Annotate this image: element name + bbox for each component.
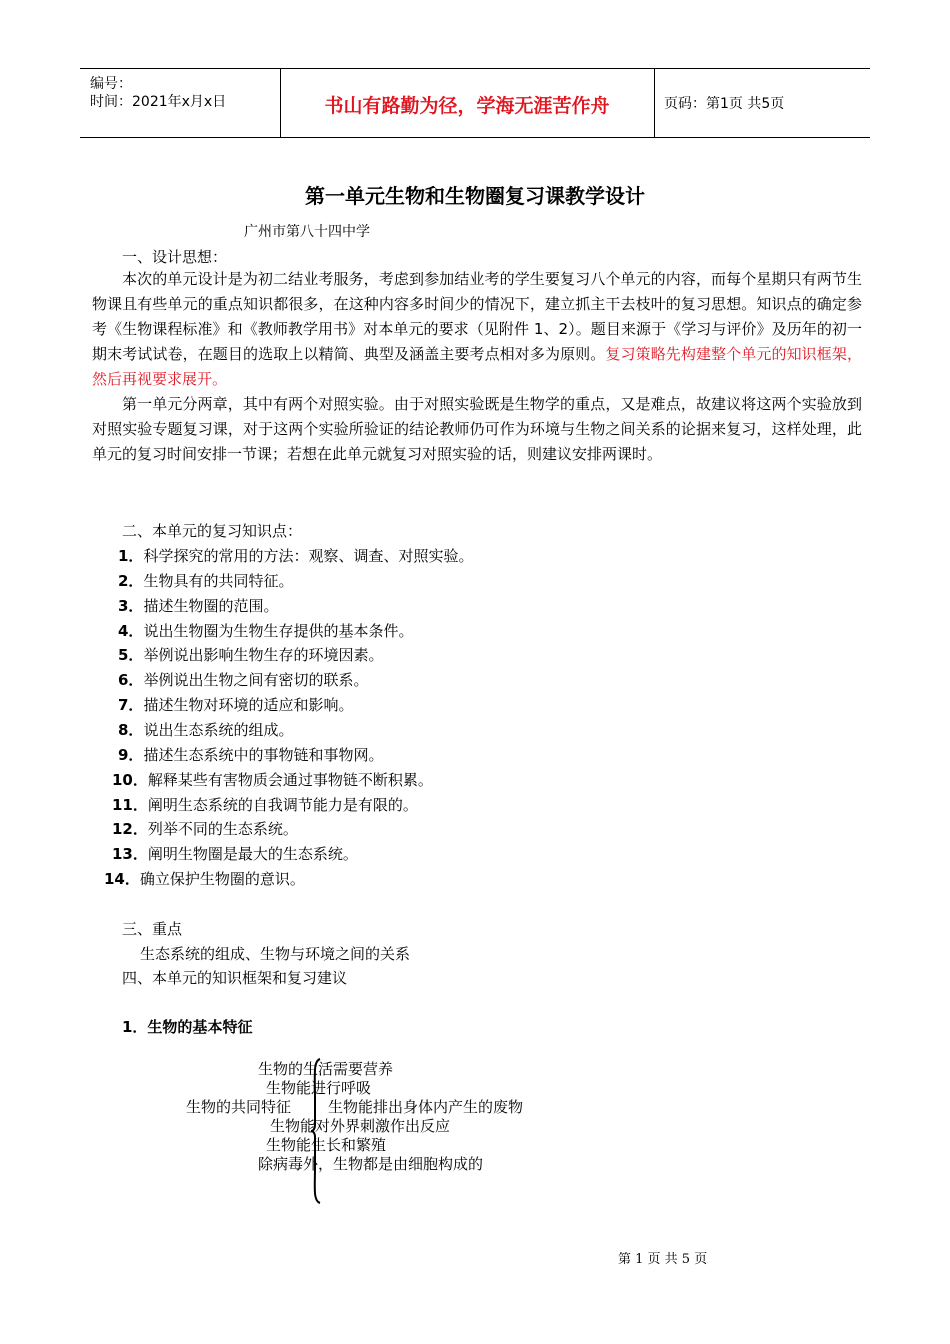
knowledge-point-item	[118, 694, 353, 715]
section-heading-knowledge-points: 二、本单元的复习知识点：	[122, 522, 303, 540]
knowledge-point-item	[118, 744, 383, 765]
knowledge-point-text: 举例说出生物之间有密切的联系。	[143, 671, 369, 690]
knowledge-point-item	[112, 818, 298, 839]
knowledge-point-text: 解释某些有害物质会通过事物链不断积累。	[147, 770, 433, 789]
section-heading-design: 一、设计思想：	[122, 248, 228, 266]
knowledge-point-item	[118, 644, 383, 665]
knowledge-point-number: 8．	[118, 720, 144, 739]
knowledge-point-text: 说出生物圈为生物生存提供的基本条件。	[143, 621, 414, 640]
page-footer: 第 1 页 共 5 页	[618, 1252, 708, 1267]
knowledge-point-text: 描述生物对环境的适应和影响。	[143, 696, 354, 715]
knowledge-point-item	[104, 868, 305, 889]
knowledge-point-text: 生物具有的共同特征。	[143, 571, 294, 590]
key-points-text: 生态系统的组成、生物与环境之间的关系	[140, 945, 411, 963]
knowledge-point-item	[118, 719, 293, 740]
section-heading-framework: 四、本单元的知识框架和复习建议	[122, 969, 348, 987]
knowledge-point-number: 2．	[118, 571, 144, 590]
diagram-branch: 生物能排出身体内产生的废物	[328, 1098, 524, 1116]
knowledge-point-number: 9．	[118, 745, 144, 764]
knowledge-point-text: 举例说出影响生物生存的环境因素。	[143, 646, 384, 665]
knowledge-point-item	[112, 769, 433, 790]
knowledge-point-item	[118, 545, 473, 566]
header-divider	[654, 69, 655, 137]
knowledge-point-text: 描述生态系统中的事物链和事物网。	[143, 745, 384, 764]
page-header	[80, 68, 870, 138]
design-strategy-highlight: 复习策略先构建整个单元的知识框架，然后再视要求展开。	[92, 345, 862, 388]
school-name: 广州市第八十四中学	[244, 224, 370, 240]
knowledge-point-text: 列举不同的生态系统。	[147, 820, 298, 839]
knowledge-point-item	[118, 570, 293, 591]
knowledge-point-text: 阐明生态系统的自我调节能力是有限的。	[147, 795, 418, 814]
knowledge-point-number: 3．	[118, 596, 144, 615]
design-paragraph-1	[92, 267, 862, 392]
section-heading-key-points: 三、重点	[122, 920, 183, 938]
knowledge-point-number: 13．	[112, 845, 148, 864]
diagram-branch: 生物能进行呼吸	[266, 1079, 372, 1097]
header-page-code: 页码：第1页 共5页	[664, 96, 785, 112]
knowledge-point-number: 1．	[118, 547, 144, 565]
header-date: 时间：2021年x月x日	[90, 94, 227, 110]
knowledge-point-number: 5．	[118, 646, 144, 665]
document-title: 第一单元生物和生物圈复习课教学设计	[305, 184, 645, 208]
knowledge-point-number: 7．	[118, 696, 144, 715]
framework-subheading-text: 1．生物的基本特征	[122, 1018, 253, 1036]
knowledge-point-number: 4．	[118, 621, 144, 640]
knowledge-point-number: 12．	[112, 820, 148, 839]
header-serial-number: 编号：	[90, 76, 132, 92]
knowledge-point-item	[118, 669, 368, 690]
diagram-branch: 除病毒外，生物都是由细胞构成的	[258, 1155, 484, 1173]
diagram-root-label: 生物的共同特征	[186, 1098, 292, 1116]
knowledge-point-item	[118, 620, 413, 641]
design-paragraph-2: 第一单元分两章，其中有两个对照实验。由于对照实验既是生物学的重点，又是难点，故建议将这两个实验放到对照实验专题复习课，对于这两个实验所验证的结论教师仍可作为环境与生物之间关系的论据来复习，这样处理，此单元的复习时间安排一节课；若想在此单元就复习对照实验的话，则建议安排两课时。	[92, 395, 862, 463]
framework-subheading	[122, 1016, 252, 1037]
knowledge-point-number: 10．	[112, 770, 148, 789]
knowledge-point-text: 阐明生物圈是最大的生态系统。	[147, 845, 358, 864]
knowledge-point-number: 11．	[112, 795, 148, 814]
knowledge-point-item	[118, 595, 278, 616]
header-motto: 书山有路勤为径，学海无涯苦作舟	[324, 95, 610, 117]
design-paragraph-1-text: 本次的单元设计是为初二结业考服务，考虑到参加结业考的学生要复习八个单元的内容，而每个星期只有两节生物课且有些单元的重点知识都很多，在这种内容多时间少的情况下，建立抓主干去枝叶的复习思想。知识点的确定参考《生物课程标准》和《教师教学用书》对本单元的要求（见附件 1、2）。题目来源于《学习与评价》及历年的初一期末考试试卷，在题目的选取上以精简、典型及涵盖主要考点相对多为原则。	[92, 270, 862, 363]
diagram-branch: 生物的生活需要营养	[258, 1060, 394, 1078]
knowledge-point-text: 确立保护生物圈的意识。	[139, 870, 305, 889]
knowledge-point-item	[112, 843, 358, 864]
knowledge-point-text: 说出生态系统的组成。	[143, 720, 294, 739]
knowledge-point-number: 14．	[104, 870, 140, 889]
knowledge-point-text: 描述生物圈的范围。	[143, 596, 279, 615]
diagram-branch: 生物能生长和繁殖	[266, 1136, 387, 1154]
diagram-branch: 生物能对外界刺激作出反应	[270, 1117, 451, 1135]
knowledge-point-text: 科学探究的常用的方法：观察、调查、对照实验。	[143, 547, 474, 565]
knowledge-point-number: 6．	[118, 671, 144, 690]
knowledge-point-item	[112, 794, 418, 815]
